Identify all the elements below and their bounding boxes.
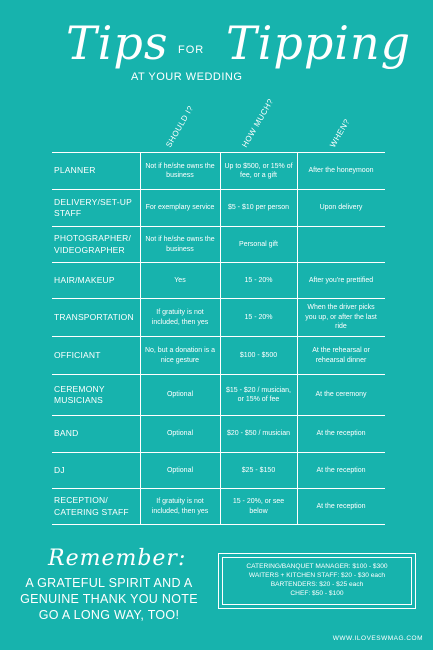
site-url[interactable]: WWW.ILOVESWMAG.COM [332, 635, 423, 642]
cell-should-i: If gratuity is not included, then yes [151, 309, 209, 326]
cell-vendor: PHOTOGRAPHER/ VIDEOGRAPHER [54, 233, 132, 255]
cell-when: Upon delivery [319, 204, 363, 212]
cell-when: After you're prettified [308, 276, 374, 284]
catering-box-inner [222, 557, 412, 605]
remember-heading: Remember: [48, 546, 187, 571]
cell-vendor: DELIVERY/SET-UP STAFF [54, 196, 132, 218]
column-header-when: WHEN? [328, 117, 352, 149]
table-row [52, 488, 385, 524]
cell-vendor: HAIR/MAKEUP [54, 274, 115, 285]
cell-should-i: Yes [174, 276, 186, 284]
title-tips: Tips [66, 16, 169, 70]
cell-when: At the reception [316, 466, 366, 474]
cell-vendor: DJ [54, 464, 65, 475]
cell-vendor: RECEPTION/ CATERING STAFF [54, 495, 129, 517]
cell-how-much: $20 - $50 / musician [226, 430, 291, 438]
catering-box [218, 553, 416, 609]
cell-when: At the ceremony [315, 391, 367, 399]
cell-when [297, 227, 385, 262]
cell-should-i: No, but a donation is a nice gesture [144, 347, 216, 364]
table-row [52, 226, 385, 262]
catering-line: CATERING/BANQUET MANAGER: $100 - $300 [246, 563, 388, 571]
cell-should-i: Not if he/she owns the business [145, 236, 215, 253]
cell-how-much: Up to $500, or 15% of fee, or a gift [224, 162, 293, 179]
cell-how-much: Personal gift [239, 240, 278, 248]
cell-vendor: BAND [54, 428, 79, 439]
cell-when: At the rehearsal or rehearsal dinner [312, 347, 370, 364]
cell-should-i: Optional [166, 391, 194, 399]
table-row [52, 262, 385, 298]
column-header-should-i: SHOULD I? [164, 104, 196, 149]
cell-should-i: For exemplary service [145, 204, 215, 212]
title-subtitle: AT YOUR WEDDING [131, 71, 243, 83]
table-row [52, 415, 385, 452]
cell-vendor: TRANSPORTATION [54, 311, 134, 322]
catering-line: WAITERS + KITCHEN STAFF: $20 - $30 each [248, 572, 386, 580]
cell-when: After the honeymoon [308, 167, 374, 175]
column-header-how-much: HOW MUCH? [240, 97, 276, 149]
catering-line: CHEF: $50 - $100 [290, 589, 344, 597]
cell-should-i: If gratuity is not included, then yes [151, 498, 209, 515]
cell-how-much: $25 - $150 [241, 466, 276, 474]
title [0, 14, 433, 94]
cell-vendor: CEREMONY MUSICIANS [54, 383, 105, 405]
cell-how-much: $5 - $10 per person [227, 204, 290, 212]
title-for: FOR [178, 44, 205, 56]
table-bottom-border [52, 524, 385, 525]
table-row [52, 298, 385, 336]
cell-should-i: Optional [166, 430, 194, 438]
cell-vendor: OFFICIANT [54, 349, 101, 360]
table-row [52, 152, 385, 189]
cell-how-much: $15 - $20 / musician, or 15% of fee [226, 386, 291, 403]
cell-when: At the reception [316, 502, 366, 510]
cell-when: At the reception [316, 430, 366, 438]
remember-body: A GRATEFUL SPIRIT AND A GENUINE THANK YOU NOTE GO A LONG WAY, TOO! [20, 576, 198, 622]
title-tipping: Tipping [226, 16, 412, 70]
cell-should-i: Optional [166, 466, 194, 474]
cell-how-much: 15 - 20% [244, 313, 273, 321]
cell-should-i: Not if he/she owns the business [145, 162, 215, 179]
table-row [52, 374, 385, 415]
cell-vendor: PLANNER [54, 165, 96, 176]
cell-how-much: $100 - $500 [239, 351, 278, 359]
table-row [52, 336, 385, 374]
table-row [52, 189, 385, 226]
catering-line: BARTENDERS: $20 - $25 each [270, 581, 364, 588]
cell-how-much: 15 - 20% [244, 276, 273, 284]
cell-how-much: 15 - 20%, or see below [232, 498, 285, 515]
cell-when: When the driver picks you up, or after the last ride [305, 304, 377, 331]
table-row [52, 452, 385, 488]
